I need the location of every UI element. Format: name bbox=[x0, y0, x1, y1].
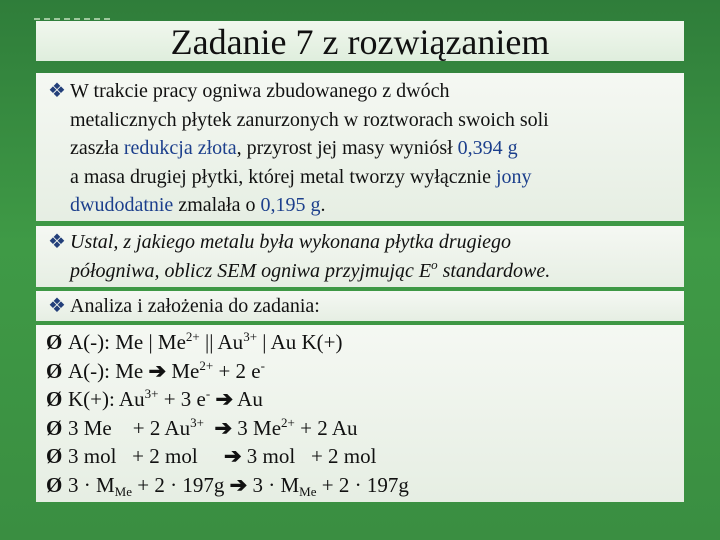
diamond-bullet-icon: ❖ bbox=[48, 80, 66, 102]
solution-panel bbox=[36, 325, 684, 502]
right-arrow-icon: ➔ bbox=[214, 415, 233, 440]
arrow-bullet-icon: Ø bbox=[46, 444, 63, 468]
text: + 2 e bbox=[213, 358, 261, 383]
problem-line-5 bbox=[70, 191, 678, 220]
superscript: - bbox=[260, 357, 265, 373]
slide-title: Zadanie 7 z rozwiązaniem bbox=[36, 21, 684, 61]
highlight-mass-decrease: 0,195 g bbox=[260, 194, 321, 216]
text: zmalała o bbox=[173, 194, 261, 216]
text: + 2 · 197g bbox=[316, 472, 409, 497]
highlight-ions: jony bbox=[495, 165, 532, 188]
analysis-heading: Analiza i założenia do zadania: bbox=[70, 295, 320, 317]
equation-line-1 bbox=[46, 328, 678, 357]
right-arrow-icon: ➔ bbox=[223, 444, 242, 468]
problem-statement-panel bbox=[36, 73, 684, 221]
arrow-bullet-icon: Ø bbox=[46, 358, 63, 383]
superscript: o bbox=[431, 256, 438, 272]
equation-line-2 bbox=[46, 357, 678, 386]
arrow-bullet-icon: Ø bbox=[46, 472, 63, 497]
problem-line-4 bbox=[70, 163, 678, 192]
diamond-bullet-icon: ❖ bbox=[48, 295, 66, 317]
text: a masa drugiej płytki, której metal tworzy wyłącznie bbox=[70, 165, 496, 188]
text: Me bbox=[166, 358, 200, 383]
text: półogniwa, oblicz SEM ogniwa przyjmując E bbox=[70, 259, 432, 282]
highlight-divalent: dwudodatnie bbox=[70, 194, 174, 216]
analysis-header-panel bbox=[36, 291, 684, 321]
text: , przyrost jej masy wyniósł bbox=[236, 137, 458, 159]
text bbox=[204, 416, 215, 440]
task-panel bbox=[36, 226, 684, 287]
text: || Au bbox=[199, 330, 244, 354]
text: 3 Me bbox=[232, 415, 282, 440]
arrow-bullet-icon: Ø bbox=[46, 415, 63, 440]
superscript: 2+ bbox=[281, 414, 295, 430]
problem-line-3 bbox=[70, 134, 678, 163]
right-arrow-icon: ➔ bbox=[229, 472, 248, 497]
equation-line-6 bbox=[46, 471, 678, 500]
text: + 2 · 197g bbox=[132, 472, 230, 497]
text: 3 · M bbox=[247, 472, 300, 497]
text: . bbox=[320, 194, 326, 216]
text: + 3 e bbox=[158, 387, 206, 411]
problem-line-1: W trakcie pracy ogniwa zbudowanego z dwóch bbox=[70, 80, 450, 102]
right-arrow-icon: ➔ bbox=[215, 387, 234, 411]
diamond-bullet-icon: ❖ bbox=[48, 231, 66, 253]
superscript: 2+ bbox=[199, 357, 214, 373]
text: A(-): Me | Me bbox=[68, 330, 186, 354]
text: standardowe. bbox=[437, 259, 551, 282]
superscript: 2+ bbox=[185, 329, 200, 344]
problem-line-2: metalicznych płytek zanurzonych w roztworach swoich soli bbox=[70, 108, 549, 131]
text: A(-): Me bbox=[68, 358, 149, 383]
text: | Au K(+) bbox=[257, 330, 343, 354]
text: zaszła bbox=[70, 137, 124, 159]
text: 3 · M bbox=[68, 472, 115, 497]
text: + 2 Au bbox=[294, 415, 358, 440]
task-line-1: Ustal, z jakiego metalu była wykonana płytka drugiego bbox=[70, 231, 512, 253]
superscript: - bbox=[205, 386, 211, 401]
text: 3 Me + 2 Au bbox=[68, 415, 191, 440]
arrow-bullet-icon: Ø bbox=[46, 387, 63, 411]
equation-line-5 bbox=[46, 442, 678, 471]
right-arrow-icon: ➔ bbox=[148, 358, 167, 383]
text: 3 mol + 2 mol bbox=[68, 444, 224, 468]
subscript: Me bbox=[114, 483, 133, 499]
superscript: 3+ bbox=[144, 386, 159, 401]
subscript: Me bbox=[299, 483, 317, 499]
superscript: 3+ bbox=[190, 414, 204, 430]
equation-line-4 bbox=[46, 414, 678, 443]
superscript: 3+ bbox=[243, 329, 258, 344]
text: K(+): Au bbox=[68, 387, 145, 411]
text: Au bbox=[233, 387, 263, 411]
arrow-bullet-icon: Ø bbox=[46, 330, 63, 354]
task-line-2 bbox=[70, 257, 678, 286]
highlight-gold-reduction: redukcja złota bbox=[123, 137, 237, 159]
highlight-mass-increase: 0,394 g bbox=[457, 137, 518, 159]
equation-line-3 bbox=[46, 385, 678, 414]
text: 3 mol + 2 mol bbox=[241, 444, 377, 468]
